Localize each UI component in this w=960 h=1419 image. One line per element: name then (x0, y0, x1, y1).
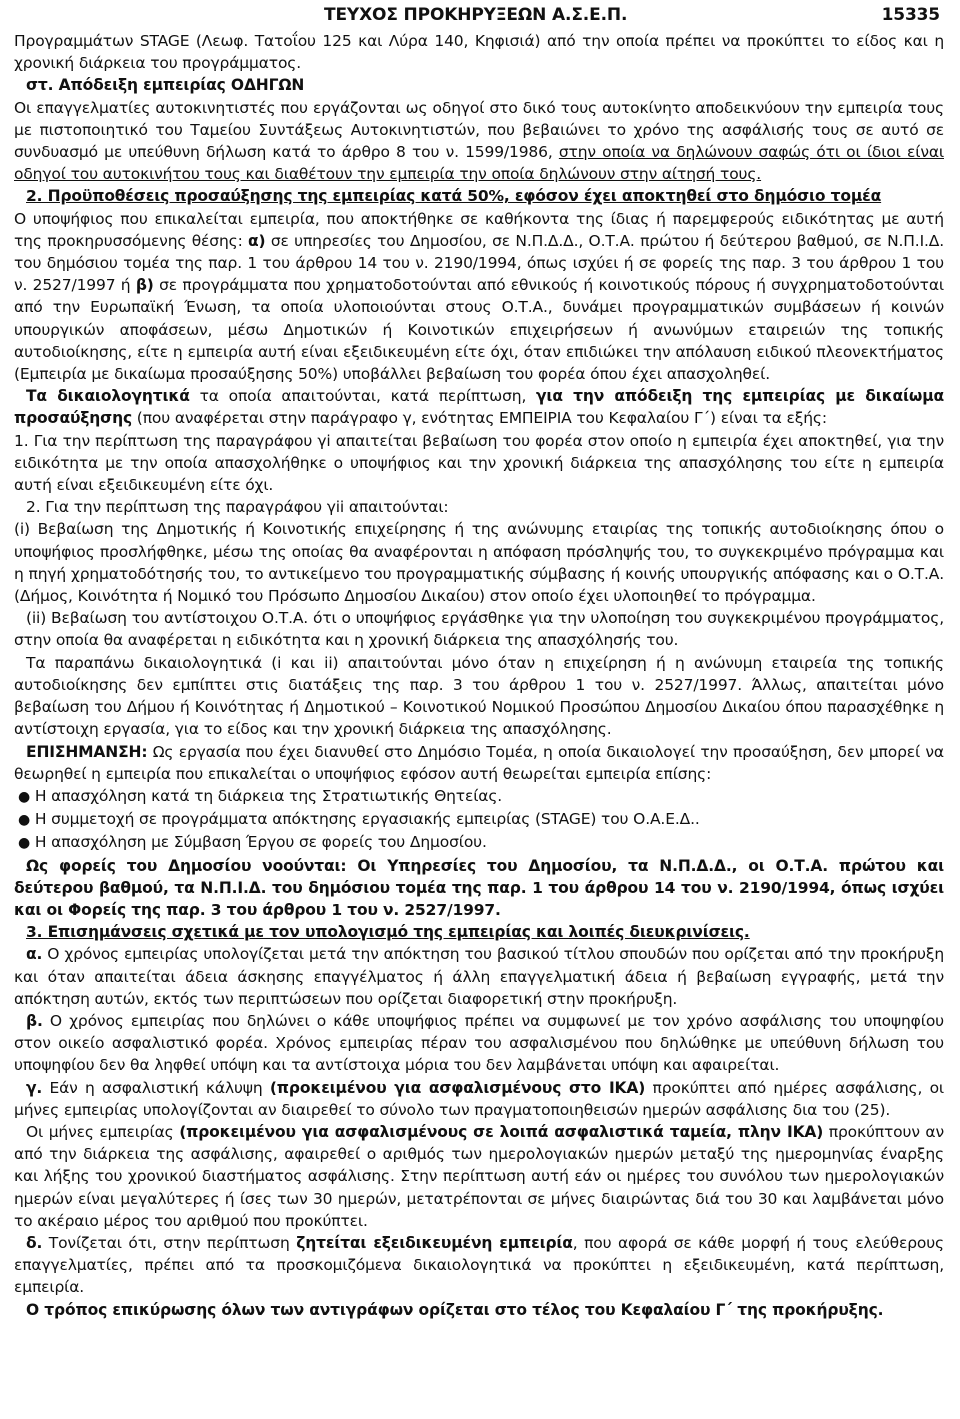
section-3-item-d (14, 1232, 944, 1299)
bullet-dot-icon: ● (18, 835, 31, 852)
item-g-bold: (προκειμένου για ασφαλισμένους στο ΙΚΑ) (269, 1078, 646, 1097)
section-2-heading: 2. Προϋποθέσεις προσαύξησης της εμπειρίας κατά 50%, εφόσον έχει αποκτηθεί στο δημόσιο τομέα (26, 187, 882, 206)
section-2-item-1: 1. Για την περίπτωση της παραγράφου γi απαιτείται βεβαίωση του φορέα στον οποίο η εμπειρία έχει αποκτηθεί, για την ειδικότητα με την οποία απασχολήθηκε ο υποψήφιος και την χρονική διάρκεια της απασχόλησης του είτε η εμπειρία αυτή είναι εξειδικευμένη είτε όχι. (14, 431, 944, 495)
section-2-item-2-ii: (ii) Βεβαίωση του αντίστοιχου Ο.Τ.Α. ότι ο υποψήφιος εργάσθηκε για την υλοποίηση του συγκεκριμένου προγράμματος, στην οποία θα αναφέρεται η ειδικότητα και η χρονική διάρκεια της απασχόλησής του. (14, 609, 944, 650)
item-g-text-c: προκύπτει από ημέρες ασφάλισης, οι μήνες εμπειρίας υπολογίζονται αν διαιρεθεί το σύνολο των πραγματοποιηθεισών ημερών ασφάλισης δια του (25). (14, 1078, 944, 1119)
section-2-note (14, 741, 944, 785)
months-bold: (προκειμένου για ασφαλισμένους σε λοιπά ασφαλιστικά ταμεία, πλην ΙΚΑ) (179, 1122, 824, 1141)
item-g-text-a: Εάν η ασφαλιστική κάλυψη (42, 1078, 270, 1097)
bullet-item (14, 808, 944, 831)
s2-p1-text-a: Ο υποψήφιος που επικαλείται εμπειρία, που αποκτήθηκε σε καθήκοντα της ίδιας ή παρεμφερούς ειδικότητας με αυτή της προκηρυσσόμενης θέσης: (14, 209, 944, 250)
public-bodies-definition: Ως φορείς του Δημοσίου νοούνται: Οι Υπηρεσίες του Δημοσίου, τα Ν.Π.Δ.Δ., οι Ο.Τ.Α. πρώτου και δεύτερου βαθμού, τα Ν.Π.Ι.Δ. του δημόσιου τομέα της παρ. 1 του άρθρου 14 του ν. 2190/1994, όπως ισχύει και οι Φορείς της παρ. 3 του άρθρου 1 του ν. 2527/1997. (14, 856, 944, 919)
s2-p2-text-c: (που αναφέρεται στην παράγραφο γ, ενότητας ΕΜΠΕΙΡΙΑ του Κεφαλαίου Γ΄) είναι τα εξής: (132, 409, 827, 428)
intro-paragraph: Προγραμμάτων STAGE (Λεωφ. Τατοΐου 125 και Λύρα 140, Κηφισιά) από την οποία πρέπει να προκύπτει το είδος και η χρονική διάρκεια του προγράμματος. (14, 32, 944, 73)
item-b-text: Ο χρόνος εμπειρίας που δηλώνει ο κάθε υποψήφιος πρέπει να συμφωνεί με τον χρόνο ασφάλισης του υποψηφίου στον οικείο ασφαλιστικό φορέα. Χρόνος εμπειρίας πέραν του ασφαλισμένου που δηλώθηκε με υπεύθυνη δήλωση του υποψηφίου δεν θα ληφθεί υπόψη και τα αντίστοιχα μόρια του δεν λαμβάνεται υπόψη και αφαιρείται. (14, 1011, 944, 1075)
s2-p2-bold-2: για την απόδειξη της εμπειρίας με δικαίωμα προσαύξησης (14, 387, 945, 428)
section-st-body (14, 97, 944, 186)
journal-title: ΤΕΥΧΟΣ ΠΡΟΚΗΡΥΞΕΩΝ Α.Σ.Ε.Π. (324, 5, 628, 25)
item-g-label: γ. (26, 1078, 43, 1097)
s2-p1-beta: β) (135, 276, 154, 295)
item-a-text: Ο χρόνος εμπειρίας υπολογίζεται μετά την απόκτηση του βασικού τίτλου σπουδών που ορίζεται από την προκήρυξη και όταν απαιτείται άδεια άσκησης επαγγέλματος ή άλλη επαγγελματική άδεια ή βεβαίωση εγγραφής, μετά την απόκτηση αυτών, εκτός των περιπτώσεων που ορίζεται διαφορετική στην προκήρυξη. (14, 945, 944, 1008)
section-st-underlined: στην οποία να δηλώνουν σαφώς ότι οι ίδιοι είναι οδηγοί του αυτοκινήτου τους και διαθέτουν την εμπειρία την οποία δηλώνουν στην αίτησή τους. (14, 143, 944, 184)
section-3-item-b (14, 1010, 944, 1077)
section-st-text: Οι επαγγελματίες αυτοκινητιστές που εργάζονται ως οδηγοί στο δικό τους αυτοκίνητο αποδεικνύουν την εμπειρία τους με πιστοποιητικό του Ταμείου Συντάξεως Αυτοκινητιστών, που βεβαιώνει το χρόνο της ασφάλισής τους σε αυτό σε συνδυασμό με υπεύθυνη δήλωση κατά το άρθρο 8 του ν. 1599/1986, (14, 98, 944, 162)
section-3-heading: 3. Επισημάνσεις σχετικά με τον υπολογισμό της εμπειρίας και λοιπές διευκρινίσεις. (26, 923, 750, 942)
bullet-text: Η απασχόληση κατά τη διάρκεια της Στρατιωτικής Θητείας. (34, 786, 503, 805)
item-d-text-a: Τονίζεται ότι, στην περίπτωση (42, 1233, 297, 1252)
note-label: ΕΠΙΣΗΜΑΝΣΗ: (26, 742, 148, 761)
item-d-bold: ζητείται εξειδικευμένη εμπειρία (296, 1233, 573, 1252)
section-2-item-2: 2. Για την περίπτωση της παραγράφου γii απαιτούνται: (26, 498, 449, 517)
note-text: Ως εργασία που έχει διανυθεί στο Δημόσιο Τομέα, η οποία δικαιολογεί την προσαύξηση, δεν μπορεί να θεωρηθεί η εμπειρία που επικαλείται ο υποψήφιος εφόσον αυτή θεωρείται εμπειρία επίσης: (14, 742, 944, 783)
bullet-item (14, 785, 944, 808)
section-3-item-g (14, 1077, 944, 1121)
s2-p2-bold-1: Τα δικαιολογητικά (26, 387, 190, 406)
closing-statement: Ο τρόπος επικύρωσης όλων των αντιγράφων ορίζεται στο τέλος του Κεφαλαίου Γ΄ της προκήρυξης. (26, 1300, 884, 1319)
s2-p1-text-b: σε υπηρεσίες του Δημοσίου, σε Ν.Π.Δ.Δ., Ο.Τ.Α. πρώτου ή δεύτερου βαθμού, σε Ν.Π.Ι.Δ. του δημόσιου τομέα της παρ. 1 του άρθρου 14 του ν. 2190/1994, όπως ισχύει ή σε φορείς της παρ. 3 του άρθρου 1 του ν. 2527/1997 ή (14, 231, 944, 295)
section-st-heading: στ. Απόδειξη εμπειρίας ΟΔΗΓΩΝ (26, 76, 305, 95)
section-2-item-2-i: (i) Βεβαίωση της Δημοτικής ή Κοινοτικής επιχείρησης ή της ανώνυμης εταιρίας της τοπικής αυτοδιοίκησης όπου ο υποψήφιος προσλήφθηκε, μέσω της οποίας θα αναφέρονται η απόφαση πρόσληψής του, το συγκεκριμένο πρόγραμμα και η πηγή χρηματοδότησής του, το αντικείμενο του προγραμματικής σύμβασης ή κοινής υπουργικής απόφασης και ο Ο.Τ.Α. (Δήμος, Κοινότητα ή Νομικό του Πρόσωπο Δημοσίου Δικαίου) στον οποίο έχει υλοποιηθεί το πρόγραμμα. (14, 520, 944, 606)
document-page (14, 0, 944, 1321)
page-header (14, 4, 944, 30)
months-text-c: προκύπτουν αν από την διάρκεια της ασφάλισης, αφαιρεθεί ο αριθμός των ημερολογιακών ημερών μεταξύ της ημερομηνίας έναρξης και λήξης του χρονικού διαστήματος ασφάλισης. Στην περίπτωση αυτή εάν οι ημέρες του συνόλου των ημερολογιακών ημερών είναι μεγαλύτερες ή ίσες των 30 ημερών, μετατρέπονται σε μήνες διαιρώντας διά του 30 και λαμβάνεται μόνο το ακέραιο μέρος του αριθμού που προκύπτει. (14, 1122, 944, 1230)
section-2-paragraph-1 (14, 208, 944, 386)
bullet-dot-icon: ● (18, 788, 31, 805)
bullet-text: Η απασχόληση με Σύμβαση Έργου σε φορείς του Δημοσίου. (34, 833, 487, 852)
item-d-label: δ. (26, 1233, 43, 1252)
section-3-months-paragraph (14, 1121, 944, 1232)
bullet-item (14, 831, 944, 854)
section-3-item-a (14, 943, 944, 1010)
section-2-paragraph-2 (14, 385, 944, 429)
months-text-a: Οι μήνες εμπειρίας (26, 1122, 180, 1141)
s2-p1-alpha: α) (248, 231, 266, 250)
s2-p2-text-a: τα οποία απαιτούνται, κατά περίπτωση, (189, 387, 537, 406)
item-a-label: α. (26, 945, 43, 964)
section-2-paragraph-3: Τα παραπάνω δικαιολογητικά (i και ii) απαιτούνται μόνο όταν η επιχείρηση ή η ανώνυμη εταιρεία της τοπικής αυτοδιοίκησης δεν εμπίπτει στις διατάξεις της παρ. 3 του άρθρου 1 του ν. 2527/1997. Άλλως, απαιτείται μόνο βεβαίωση του Δήμου ή Κοινότητας ή Δημοτικού – Κοινοτικού Νομικού Προσώπου Δημοσίου Δικαίου όπου παρασχέθηκε η αντίστοιχη εργασία, για το είδος και την χρονική διάρκεια της απασχόλησης. (14, 653, 944, 739)
page-number: 15335 (881, 5, 940, 25)
bullet-dot-icon: ● (18, 812, 31, 829)
s2-p1-text-c: σε προγράμματα που χρηματοδοτούνται από εθνικούς ή κοινοτικούς πόρους ή συγχρηματοδοτούνται από την Ευρωπαϊκή Ένωση, τα οποία υλοποιούνται στους Ο.Τ.Α., δυνάμει προγραμματικών συμβάσεων ή κοινών υπουργικών αποφάσεων, μέσω Δημοτικών ή Κοινοτικών επιχειρήσεων ή ανωνύμων εταιρειών της τοπικής αυτοδιοίκησης, είτε η εμπειρία αυτή είναι εξειδικευμένη είτε όχι, όταν επιδιώκει την απόλαυση ειδικού πλεονεκτήματος (Εμπειρία με δικαίωμα προσαύξησης 50%) υποβάλλει βεβαίωση του φορέα όπου έχει απασχοληθεί. (14, 276, 944, 384)
item-d-text-c: , που αφορά σε κάθε μορφή ή τους ελεύθερους επαγγελματίες, πρέπει από τα προσκομιζόμενα δικαιολογητικά να προκύπτει η εξειδικευμένη, κατά περίπτωση, εμπειρία. (14, 1233, 944, 1297)
bullet-text: Η συμμετοχή σε προγράμματα απόκτησης εργασιακής εμπειρίας (STAGE) του Ο.Α.Ε.Δ.. (34, 810, 700, 829)
item-b-label: β. (26, 1011, 43, 1030)
